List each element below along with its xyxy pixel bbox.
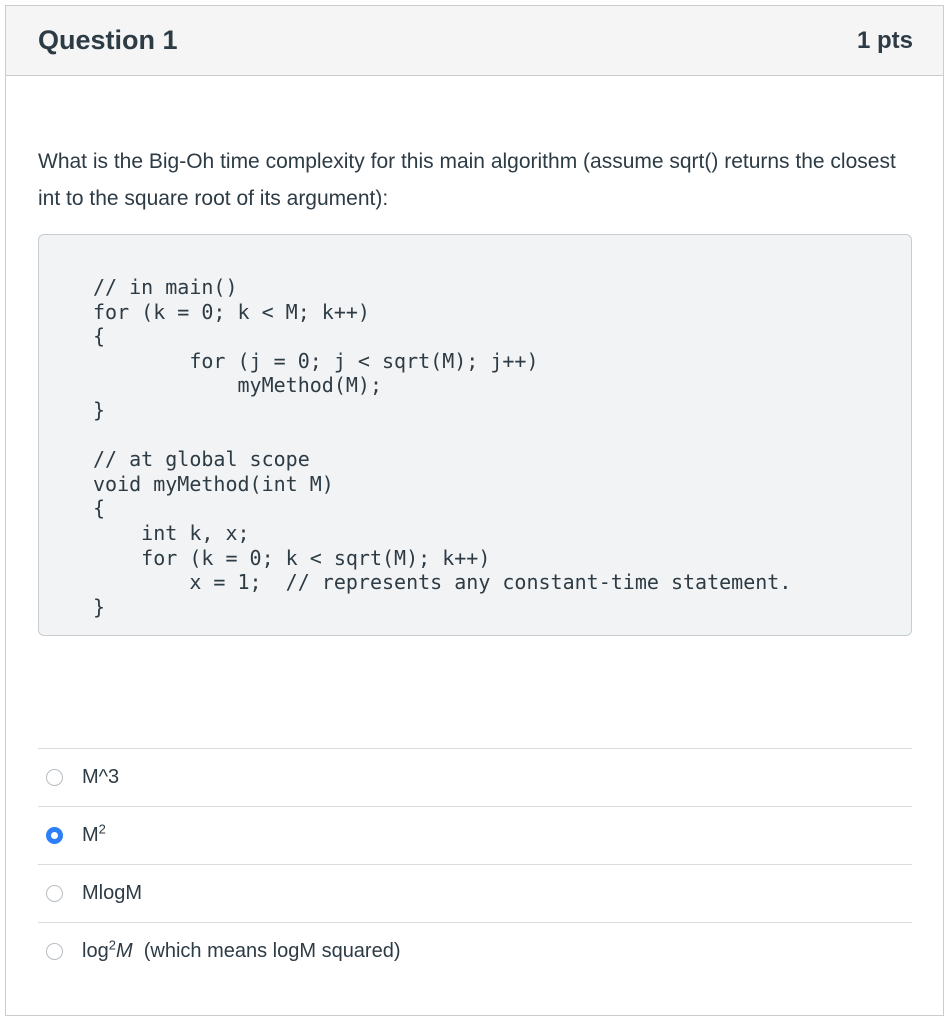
answer-post: (which means logM squared) [132, 940, 401, 962]
answer-option-4[interactable] [38, 922, 912, 980]
answer-label [82, 937, 401, 963]
question-prompt: What is the Big-Oh time complexity for this main algorithm (assume sqrt() returns the closest int to the square root of its argument): [38, 150, 896, 210]
radio-button[interactable] [46, 885, 63, 902]
answer-label: MlogM [82, 882, 143, 904]
answer-option-3[interactable] [38, 864, 912, 922]
answer-option-1[interactable] [38, 748, 912, 806]
answer-label: M^3 [82, 766, 120, 788]
radio-button[interactable] [46, 943, 63, 960]
answer-option-2[interactable] [38, 806, 912, 864]
question-points: 1 pts [856, 26, 913, 54]
question-header [6, 6, 943, 76]
radio-button-selected[interactable] [46, 827, 63, 844]
answer-list [38, 748, 912, 980]
code-text: // in main() for (k = 0; k < M; k++) { for (j = 0; j < sqrt(M); j++) myMethod(M); } // at global scope void myMethod(int M) { int k, x; for (k = 0; k < sqrt(M); k++) x = 1; // represents any constant-time statement. } [93, 275, 792, 619]
radio-button[interactable] [46, 769, 63, 786]
code-block [38, 234, 912, 636]
question-title: Question 1 [38, 25, 178, 55]
answer-label [82, 821, 106, 847]
answer-base: M [82, 824, 99, 846]
answer-superscript: 2 [98, 821, 106, 837]
question-card [5, 5, 944, 1016]
answer-superscript: 2 [108, 937, 116, 953]
answer-pre: log [82, 940, 109, 962]
answer-italic: M [115, 940, 133, 962]
